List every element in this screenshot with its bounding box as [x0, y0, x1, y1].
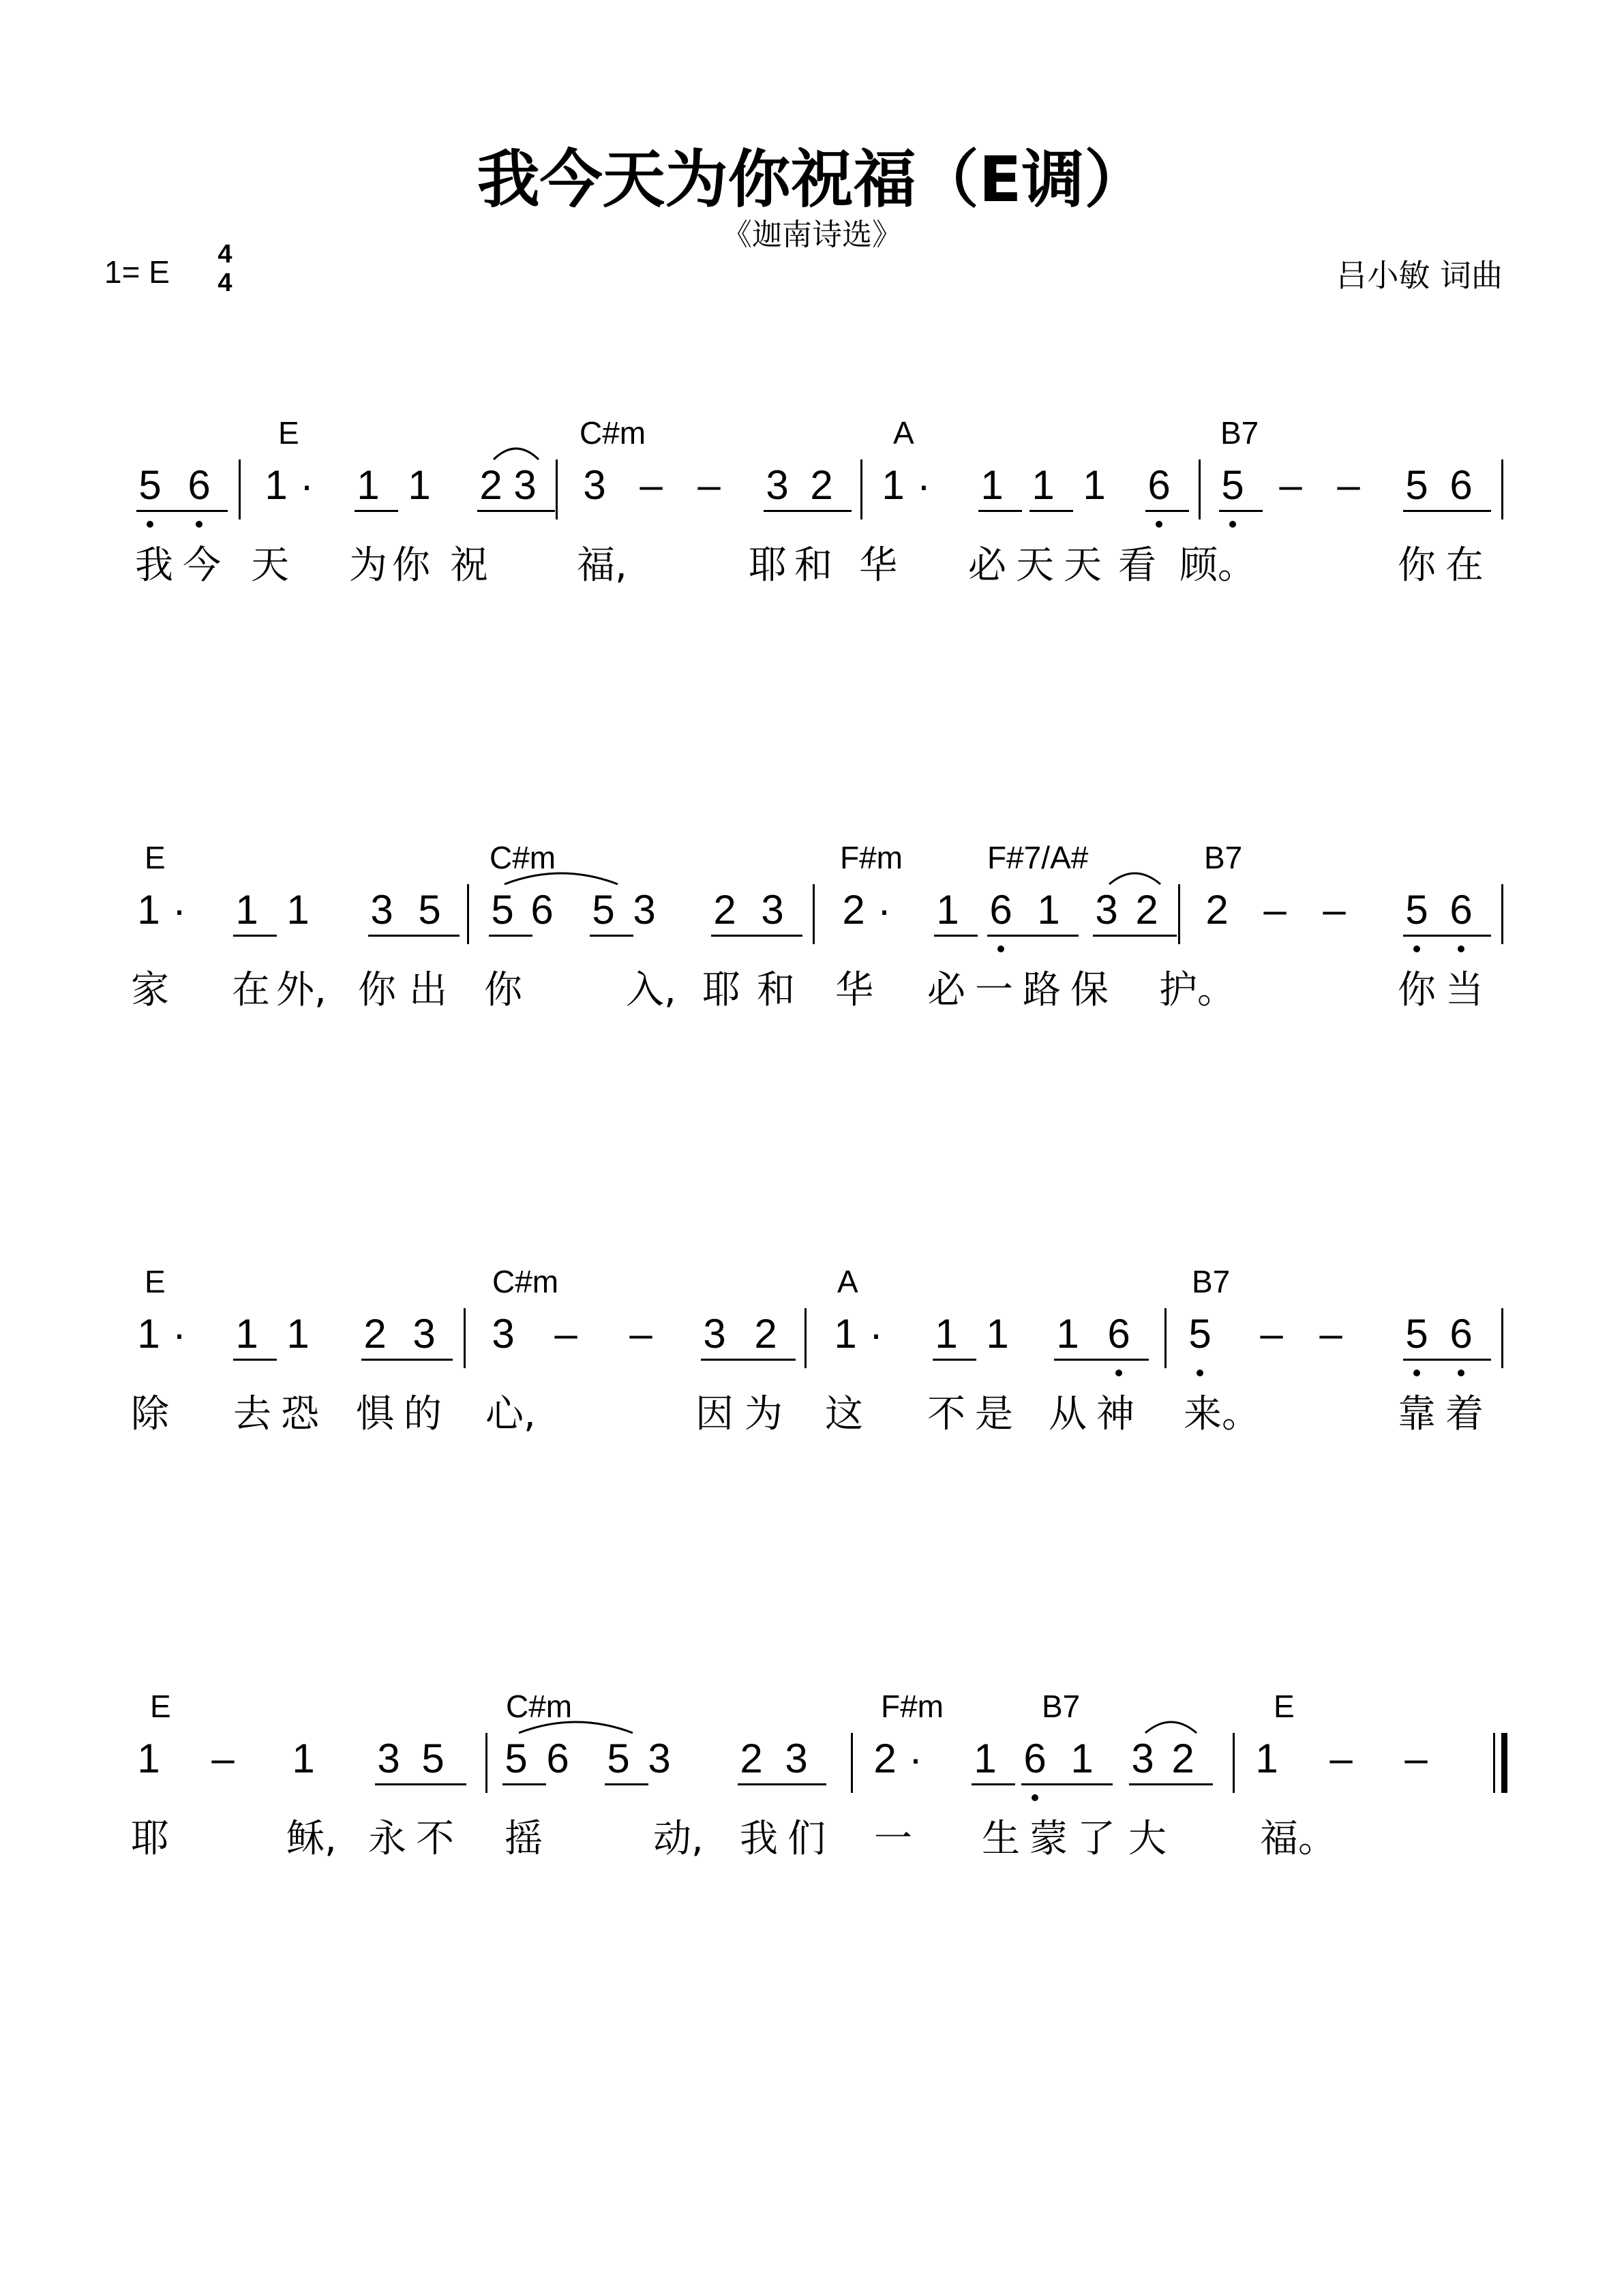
tie-slur	[1144, 1715, 1198, 1736]
dash-extension: –	[1404, 1736, 1428, 1781]
eighth-underline	[136, 510, 228, 512]
lyric-syllable: 当	[1445, 968, 1484, 1012]
note: 2	[1135, 887, 1158, 933]
eighth-underline	[1129, 1783, 1213, 1785]
lyric-syllable: 一	[874, 1817, 912, 1861]
note: 2	[479, 462, 502, 508]
tie-slur	[517, 1715, 634, 1736]
lyric-syllable: 家	[131, 968, 169, 1012]
eighth-underline	[605, 1783, 648, 1785]
note: 5	[1405, 462, 1428, 508]
low-octave-dot	[1458, 1370, 1464, 1376]
chord-symbol: E	[1274, 1689, 1295, 1724]
low-octave-dot	[147, 521, 153, 528]
eighth-underline	[1219, 510, 1263, 512]
lyric-syllable: 是	[975, 1392, 1013, 1436]
augmentation-dot: ·	[877, 887, 891, 933]
lyric-syllable: 福。	[1260, 1817, 1336, 1861]
note: 3	[785, 1736, 808, 1781]
note: 1	[137, 1311, 160, 1357]
note: 2	[740, 1736, 763, 1781]
chord-symbol: A	[893, 415, 914, 451]
low-octave-dot	[1032, 1794, 1038, 1801]
note: 6	[1449, 887, 1473, 933]
note: 6	[1023, 1736, 1047, 1781]
note: 2	[810, 462, 833, 508]
note: 1	[286, 887, 310, 933]
note: 3	[648, 1736, 671, 1781]
lyric-syllable: 天	[1064, 543, 1102, 588]
note: 6	[530, 887, 554, 933]
note: 1	[980, 462, 1004, 508]
lyric-syllable: 去	[233, 1392, 271, 1436]
lyric-syllable: 除	[131, 1392, 169, 1436]
eighth-underline	[1145, 510, 1189, 512]
chord-symbol: E	[145, 1264, 166, 1299]
eighth-underline	[233, 935, 277, 937]
lyric-syllable: 出	[409, 968, 447, 1012]
chord-symbol: C#m	[506, 1689, 573, 1724]
note: 3	[1095, 887, 1118, 933]
note: 2	[713, 887, 736, 933]
lyric-syllable: 外,	[276, 968, 327, 1012]
note: 5	[491, 887, 514, 933]
low-octave-dot	[1413, 946, 1420, 952]
note: 3	[1131, 1736, 1154, 1781]
barline	[485, 1733, 487, 1793]
eighth-underline	[1021, 1783, 1113, 1785]
note: 1	[1032, 462, 1055, 508]
chord-symbol: F#m	[840, 840, 903, 875]
lyric-syllable: 为	[745, 1392, 783, 1436]
lyric-syllable: 路	[1023, 968, 1061, 1012]
eighth-underline	[1403, 510, 1491, 512]
note: 1	[286, 1311, 310, 1357]
lyric-syllable: 护。	[1159, 968, 1235, 1012]
note: 5	[1405, 1311, 1428, 1357]
note: 1	[235, 1311, 258, 1357]
eighth-underline	[489, 935, 532, 937]
chord-symbol: C#m	[492, 1264, 559, 1299]
time-signature	[211, 240, 239, 297]
note: 5	[138, 462, 162, 508]
lyric-syllable: 今	[183, 543, 221, 588]
lyric-syllable: 必	[968, 543, 1006, 588]
eighth-underline	[477, 510, 555, 512]
chord-symbol: B7	[1204, 840, 1243, 875]
eighth-underline	[233, 1359, 277, 1361]
barline	[851, 1733, 853, 1793]
note: 6	[1107, 1311, 1130, 1357]
eighth-underline	[375, 1783, 466, 1785]
lyric-syllable: 你	[1398, 968, 1436, 1012]
low-octave-dot	[1197, 1370, 1203, 1376]
note: 1	[1083, 462, 1106, 508]
lyric-syllable: 惧	[356, 1392, 394, 1436]
lyric-syllable: 华	[859, 543, 897, 588]
barline	[467, 884, 469, 944]
note: 1	[882, 462, 905, 508]
lyric-syllable: 不	[416, 1817, 454, 1861]
lyric-syllable: 和	[794, 543, 832, 588]
barline	[1178, 884, 1180, 944]
key-signature: 1= E	[104, 254, 170, 290]
augmentation-dot: ·	[172, 887, 186, 933]
lyric-syllable: 不	[927, 1392, 965, 1436]
eighth-underline	[934, 935, 978, 937]
lyric-syllable: 你	[358, 968, 396, 1012]
barline	[239, 459, 241, 519]
dash-extension: –	[1319, 1311, 1342, 1357]
lyric-syllable: 心,	[485, 1392, 536, 1436]
note: 1	[936, 887, 959, 933]
note: 6	[187, 462, 211, 508]
eighth-underline	[1054, 1359, 1149, 1361]
dash-extension: –	[1260, 1311, 1283, 1357]
lyric-syllable: 看	[1118, 543, 1156, 588]
lyric-syllable: 必	[927, 968, 965, 1012]
low-octave-dot	[196, 521, 202, 528]
lyric-syllable: 在	[1445, 543, 1484, 588]
note: 2	[754, 1311, 777, 1357]
dash-extension: –	[1329, 1736, 1353, 1781]
eighth-underline	[368, 935, 460, 937]
lyric-syllable: 来。	[1184, 1392, 1260, 1436]
lyric-syllable: 保	[1070, 968, 1109, 1012]
dash-extension: –	[554, 1311, 577, 1357]
lyric-syllable: 顾。	[1179, 543, 1256, 588]
note: 6	[1449, 462, 1473, 508]
eighth-underline	[502, 1783, 546, 1785]
note: 5	[1405, 887, 1428, 933]
chord-symbol: B7	[1192, 1264, 1231, 1299]
tie-slur	[503, 866, 619, 887]
dash-extension: –	[640, 462, 663, 508]
chord-symbol: E	[278, 415, 299, 451]
barline	[464, 1308, 466, 1368]
chord-symbol: C#m	[580, 415, 646, 451]
augmentation-dot: ·	[909, 1736, 922, 1781]
note: 2	[363, 1311, 387, 1357]
dash-extension: –	[697, 462, 721, 508]
note: 1	[292, 1736, 315, 1781]
eighth-underline	[361, 1359, 453, 1361]
note: 5	[592, 887, 615, 933]
barline	[1501, 1308, 1503, 1368]
low-octave-dot	[1156, 521, 1162, 528]
lyric-syllable: 和	[757, 968, 795, 1012]
eighth-underline	[355, 510, 398, 512]
barline	[1493, 1733, 1495, 1793]
note: 6	[989, 887, 1012, 933]
note: 5	[421, 1736, 445, 1781]
eighth-underline	[1093, 935, 1177, 937]
note: 1	[1056, 1311, 1079, 1357]
lyric-syllable: 耶	[749, 543, 787, 588]
note: 1	[265, 462, 288, 508]
song-title: 我今天为你祝福（E调）	[477, 143, 1147, 216]
lyric-syllable: 蒙	[1029, 1817, 1068, 1861]
note: 3	[766, 462, 789, 508]
note: 3	[703, 1311, 726, 1357]
eighth-underline	[764, 510, 852, 512]
note: 2	[842, 887, 865, 933]
lyric-syllable: 耶	[702, 968, 740, 1012]
lyric-syllable: 华	[835, 968, 873, 1012]
note: 1	[986, 1311, 1009, 1357]
barline	[1199, 459, 1201, 519]
lyric-syllable: 因	[695, 1392, 734, 1436]
note: 3	[761, 887, 784, 933]
note: 6	[1449, 1311, 1473, 1357]
song-author: 吕小敏 词曲	[1336, 257, 1503, 294]
barline	[805, 1308, 807, 1368]
dash-extension: –	[1279, 462, 1302, 508]
note: 2	[873, 1736, 897, 1781]
dash-extension: –	[211, 1736, 235, 1781]
eighth-underline	[972, 1783, 1015, 1785]
final-barline	[1501, 1733, 1507, 1793]
note: 1	[1037, 887, 1060, 933]
chord-symbol: A	[837, 1264, 858, 1299]
eighth-underline	[1403, 1359, 1491, 1361]
note: 6	[1147, 462, 1171, 508]
note: 5	[607, 1736, 630, 1781]
chord-symbol: B7	[1042, 1689, 1081, 1724]
eighth-underline	[738, 1783, 826, 1785]
lyric-syllable: 大	[1128, 1817, 1167, 1861]
note: 1	[408, 462, 431, 508]
chord-symbol: F#m	[881, 1689, 944, 1724]
eighth-underline	[701, 1359, 796, 1361]
chord-symbol: B7	[1220, 415, 1259, 451]
tie-slur	[1108, 866, 1162, 887]
lyric-syllable: 摇	[505, 1817, 543, 1861]
chord-symbol: C#m	[490, 840, 556, 875]
note: 5	[418, 887, 441, 933]
lyric-syllable: 从	[1049, 1392, 1087, 1436]
lyric-syllable: 的	[404, 1392, 442, 1436]
note: 1	[1255, 1736, 1278, 1781]
note: 1	[1070, 1736, 1094, 1781]
note: 3	[412, 1311, 436, 1357]
eighth-underline	[711, 935, 802, 937]
lyric-syllable: 这	[825, 1392, 863, 1436]
lyric-syllable: 为	[349, 543, 387, 588]
lyric-syllable: 神	[1096, 1392, 1134, 1436]
note: 1	[235, 887, 258, 933]
lyric-syllable: 靠	[1398, 1392, 1436, 1436]
low-octave-dot	[1413, 1370, 1420, 1376]
note: 5	[505, 1736, 528, 1781]
note: 3	[513, 462, 537, 508]
note: 1	[357, 462, 380, 508]
lyric-syllable: 了	[1077, 1817, 1115, 1861]
note: 3	[633, 887, 656, 933]
note: 1	[137, 1736, 160, 1781]
dash-extension: –	[629, 1311, 652, 1357]
lyric-syllable: 稣,	[286, 1817, 337, 1861]
note: 1	[137, 887, 160, 933]
lyric-syllable: 天	[251, 543, 289, 588]
low-octave-dot	[1229, 521, 1236, 528]
dash-extension: –	[1337, 462, 1360, 508]
eighth-underline	[987, 935, 1079, 937]
barline	[1501, 884, 1503, 944]
eighth-underline	[978, 510, 1022, 512]
lyric-syllable: 祝	[450, 543, 488, 588]
note: 3	[377, 1736, 400, 1781]
eighth-underline	[1403, 935, 1491, 937]
low-octave-dot	[997, 946, 1004, 952]
tie-slur	[492, 442, 540, 462]
note: 3	[583, 462, 606, 508]
lyric-syllable: 恐	[281, 1392, 319, 1436]
lyric-syllable: 你	[392, 543, 430, 588]
barline	[556, 459, 558, 519]
note: 1	[974, 1736, 997, 1781]
song-source: 《迦南诗选》	[722, 217, 902, 252]
lyric-syllable: 你	[484, 968, 522, 1012]
note: 2	[1171, 1736, 1194, 1781]
chord-symbol: E	[150, 1689, 171, 1724]
note: 5	[1221, 462, 1244, 508]
lyric-syllable: 我	[135, 543, 173, 588]
low-octave-dot	[1115, 1370, 1122, 1376]
lyric-syllable: 着	[1445, 1392, 1484, 1436]
dash-extension: –	[1323, 887, 1346, 933]
lyric-syllable: 在	[232, 968, 270, 1012]
barline	[1501, 459, 1503, 519]
chord-symbol: F#7/A#	[987, 840, 1089, 875]
lyric-syllable: 天	[1016, 543, 1054, 588]
note: 1	[834, 1311, 857, 1357]
lyric-syllable: 永	[368, 1817, 406, 1861]
barline	[1164, 1308, 1167, 1368]
augmentation-dot: ·	[300, 462, 314, 508]
lyric-syllable: 一	[975, 968, 1013, 1012]
lyric-syllable: 福,	[577, 543, 627, 588]
augmentation-dot: ·	[917, 462, 931, 508]
lyric-syllable: 你	[1398, 543, 1436, 588]
note: 2	[1205, 887, 1229, 933]
barline	[813, 884, 815, 944]
eighth-underline	[933, 1359, 976, 1361]
note: 3	[370, 887, 393, 933]
lyric-syllable: 耶	[131, 1817, 169, 1861]
augmentation-dot: ·	[172, 1311, 186, 1357]
note: 3	[492, 1311, 515, 1357]
barline	[860, 459, 862, 519]
note: 6	[546, 1736, 569, 1781]
note: 5	[1188, 1311, 1212, 1357]
low-octave-dot	[1458, 946, 1464, 952]
time-signature-bottom: 4	[217, 269, 232, 297]
eighth-underline	[1029, 510, 1073, 512]
note: 1	[935, 1311, 958, 1357]
lyric-syllable: 生	[982, 1817, 1020, 1861]
lyric-syllable: 动,	[653, 1817, 704, 1861]
barline	[1233, 1733, 1235, 1793]
chord-symbol: E	[145, 840, 166, 875]
time-signature-top: 4	[217, 240, 232, 269]
lyric-syllable: 我	[740, 1817, 778, 1861]
eighth-underline	[590, 935, 633, 937]
dash-extension: –	[1263, 887, 1287, 933]
lyric-syllable: 们	[787, 1817, 826, 1861]
lyric-syllable: 入,	[626, 968, 676, 1012]
augmentation-dot: ·	[869, 1311, 883, 1357]
